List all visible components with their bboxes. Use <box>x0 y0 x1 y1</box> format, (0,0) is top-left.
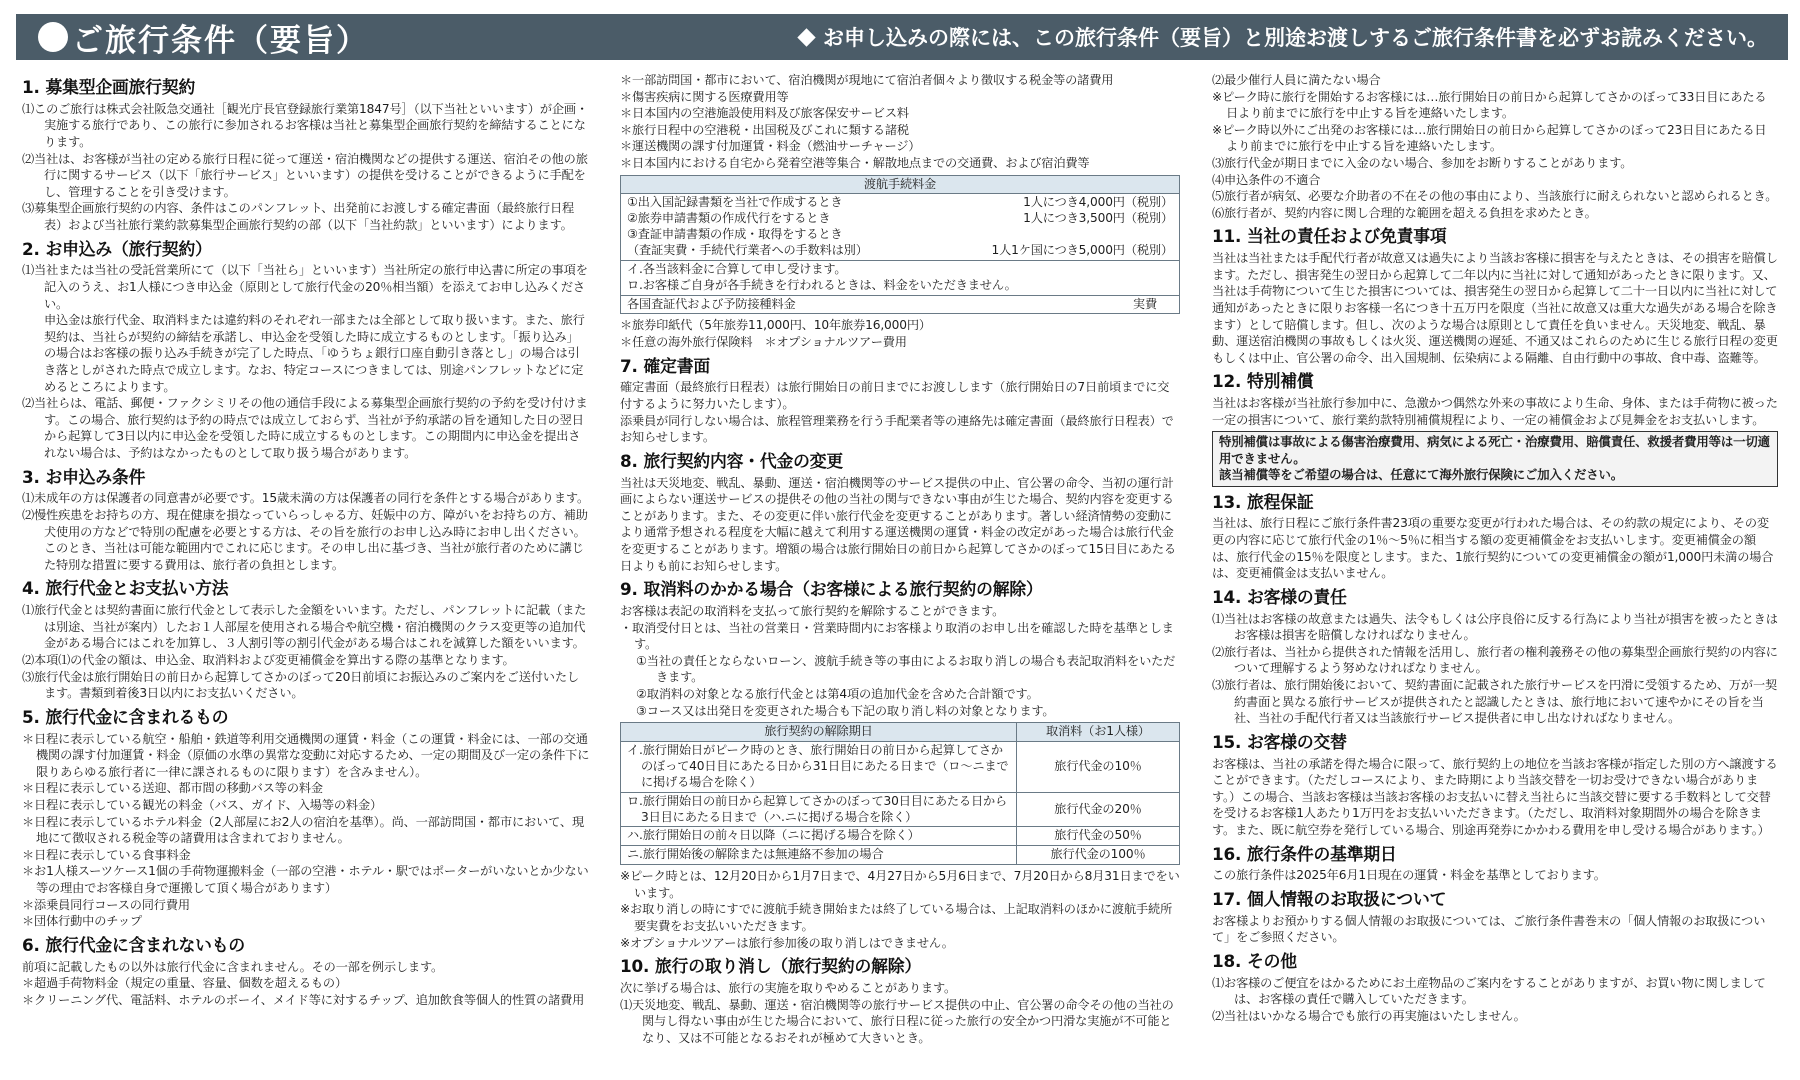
special-compensation-notice-box <box>1212 431 1778 486</box>
section-5-bullet: ＊添乗員同行コースの同行費用 <box>22 897 190 912</box>
cancellation-table-header-fee: 取消料（お1人様） <box>1017 723 1180 742</box>
section-title-17: 17. 個人情報のお取扱について <box>1212 888 1447 909</box>
section-title-18: 18. その他 <box>1212 951 1297 971</box>
section-10-item: ⑹旅行者が、契約内容に関し合理的な範囲を超える負担を求めたとき。 <box>1212 205 1597 220</box>
page-title <box>38 15 369 60</box>
section-4-item: ⑶旅行代金は旅行開始日の前日から起算してさかのぼって20日前頃にお振込みのご案内をご送付いたします。書類到着後3日以内にお支払いください。 <box>22 669 579 701</box>
section-9-note: ※ピーク時とは、12月20日から1月7日まで、4月27日から5月6日まで、7月20日から8月31日までをいいます。 <box>620 869 1180 900</box>
cancellation-period <box>621 792 1017 827</box>
section-6-intro: 前項に記載したもの以外は旅行代金に含まれません。その一部を例示します。 <box>22 959 444 974</box>
cancellation-period-text: ロ.旅行開始日の前日から起算してさかのぼって30日目にあたる日から3日目にあたる日まで（ハ.ニに掲げる場合を除く） <box>627 793 1008 824</box>
column-1 <box>22 72 590 1074</box>
section-title-14: 14. お客様の責任 <box>1212 586 1347 607</box>
section-title-11: 11. 当社の責任および免責事項 <box>1212 226 1447 247</box>
cancellation-table-header-period: 旅行契約の解除期日 <box>621 723 1017 742</box>
section-18-item: ⑵当社はいかなる場合でも旅行の再実施はいたしません。 <box>1212 1009 1526 1024</box>
section-18-item: ⑴お客様のご便宜をはかるためにお土産物品のご案内をすることがありますが、お買い物に関しましては、お客様の責任で購入していただきます。 <box>1212 975 1766 1007</box>
fee-row-label: ②旅券申請書類の作成代行をするとき <box>627 211 831 226</box>
section-10-item: ⑶旅行代金が期日までに入金のない場合、参加をお断りすることがあります。 <box>1212 155 1633 170</box>
section-11-para: 当社は当社または手配代行者が故意又は過失により当該お客様に損害を与えたときは、その損害を賠償します。ただし、損害発生の翌日から起算して二年以内に当社に対して通知があったときに限ります。又、当社は手荷物について生じた損害については、損害発生の翌日から起算して二十一日以内に当社に対して通知があったときに限りお客様一名につき十五万円を限度（当社に故意又は重大な過失がある場合を除きます）として賠償します。但し、次のような場合は原則として責任を負いません。天災地変、戦乱、暴動、運送宿泊機関の事故もしくは火災、運送機関の遅延、不通又はこれらのために生じる旅行日程の変更もしくは中止、官公署の命令、出入国規制、伝染病による隔離、自由行動中の事故、食中毒、盗難等。 <box>1212 251 1778 365</box>
section-10-note: ※ピーク時以外にご出発のお客様には…旅行開始日の前日から起算してさかのぼって23日目にあたる日より前までに旅行を中止する旨を連絡いたします。 <box>1212 122 1767 154</box>
section-title-2: 2. お申込み（旅行契約） <box>22 238 212 259</box>
section-2-item: ⑵当社らは、電話、郵便・ファクシミリその他の通信手段による募集型企画旅行契約の予約を受け付けます。この場合、旅行契約は予約の時点では成立しておらず、当社が予約承諾の旨を通知した日の翌日から起算して3日以内に申込金を受領した時に成立するものとします。この期間内に申込金を提出されない場合は、予約はなかったものとして取り扱う場合があります。 <box>22 396 588 460</box>
section-5-bullet: ＊団体行動中のチップ <box>22 914 143 929</box>
section-6-bullet: ＊傷害疾病に関する医療費用等 <box>620 89 789 104</box>
section-title-6: 6. 旅行代金に含まれないもの <box>22 934 246 955</box>
page-title-text: ご旅行条件（要旨） <box>72 22 369 59</box>
section-5-bullet: ＊お1人様スーツケース1個の手荷物運搬料金（一部の空港・ホテル・駅ではポーターがいないとか少ない等の理由でお客様自身で運搬して頂く場合があります） <box>22 864 589 895</box>
cancellation-period-text: ニ.旅行開始後の解除または無連絡不参加の場合 <box>627 847 884 862</box>
section-10-item: ⑸旅行者が病気、必要な介助者の不在その他の事由により、当該旅行に耐えられないと認められるとき。 <box>1212 189 1778 204</box>
section-title-7: 7. 確定書面 <box>620 355 710 376</box>
section-4-item: ⑴旅行代金とは契約書面に旅行代金として表示した金額をいいます。ただし、パンフレットに記載（または別途、当社が案内）したお１人部屋を使用される場合や航空機・宿泊機関のクラス変更等の追加代金がある場合にはこれを加算し、３人割引等の割引代金がある場合はこれを減算した額をいいます。 <box>22 603 587 651</box>
section-5-bullet: ＊日程に表示している航空・船舶・鉄道等利用交通機関の運賃・料金（この運賃・料金には、一部の交通機関の課す付加運賃・料金（原価の水準の異常な変動に対応するため、一定の期間及び一定の条件下に限りあらゆる旅行者に一律に課されるものに限ります）を含みません）。 <box>22 731 590 779</box>
table-row <box>621 742 1180 793</box>
section-14-item: ⑶旅行者は、旅行開始後において、契約書面に記載された旅行サービスを円滑に受領するため、万が一契約書面と異なる旅行サービスが提供されたと認識したときは、旅行地において速やかにその旨を当社、当社の手配代行者又は当該旅行サービス提供者に申し出なければなりません。 <box>1212 677 1778 726</box>
procedure-fee-rows <box>621 194 1180 260</box>
section-6-bullet: ＊日本国内における自宅から発着空港等集合・解散地点までの交通費、および宿泊費等 <box>620 155 1090 170</box>
cancellation-period-text: イ.旅行開始日がピーク時のとき、旅行開始日の前日から起算してさかのぼって40日目にあたる日から31日目にあたる日まで（ロ～ニまでに掲げる場合を除く） <box>627 743 1009 789</box>
section-14-item: ⑴当社はお客様の故意または過失、法令もしくは公序良俗に反する行為により当社が損害を被ったときはお客様は損害を賠償しなければなりません。 <box>1212 611 1778 643</box>
fee-row-amount: 1人につき4,000円（税別） <box>1023 195 1173 210</box>
section-10-item: ⑵最少催行人員に満たない場合 <box>1212 73 1381 87</box>
section-5-bullet: ＊日程に表示している食事料金 <box>22 847 191 862</box>
header-notice-text: お申し込みの際には、この旅行条件（要旨）と別途お渡しするご旅行条件書を必ずお読みください。 <box>823 26 1768 50</box>
fee-row-amount <box>1165 227 1173 243</box>
fee-row <box>627 211 1173 227</box>
column-2 <box>620 72 1180 1074</box>
cancellation-fee: 旅行代金の10％ <box>1017 742 1180 793</box>
section-title-8: 8. 旅行契約内容・代金の変更 <box>620 450 844 471</box>
section-9-sub: ②取消料の対象となる旅行代金とは第4項の追加代金を含めた合計額です。 <box>636 687 1039 702</box>
header-notice <box>800 22 1768 52</box>
section-10-item: ⑷申込条件の不適合 <box>1212 172 1321 187</box>
diamond-icon <box>797 28 815 46</box>
bullet-circle-icon <box>38 22 68 52</box>
section-title-12: 12. 特別補償 <box>1212 371 1314 392</box>
section-title-1: 1. 募集型企画旅行契約 <box>22 77 196 97</box>
notice-line: 特別補償は事故による傷害治療費用、病気による死亡・治療費用、賠償責任、救援者費用等は一切適用できません。 <box>1219 434 1770 466</box>
section-title-3: 3. お申込み条件 <box>22 466 146 487</box>
notice-line: 該当補償等をご希望の場合は、任意にて海外旅行保険にご加入ください。 <box>1219 467 1623 483</box>
section-10-intro: 次に挙げる場合は、旅行の実施を取りやめることがあります。 <box>620 980 957 995</box>
section-7-para: 添乗員が同行しない場合は、旅程管理業務を行う手配業者等の連絡先は確定書面（最終旅行日程表）でお知らせします。 <box>620 413 1174 445</box>
section-3-item: ⑵慢性疾患をお持ちの方、現在健康を損なっていらっしゃる方、妊娠中の方、障がいをお持ちの方、補助犬使用の方などで特別の配慮を必要とする方は、その旨を旅行のお申し込み時にお申し出ください。このとき、当社は可能な範囲内でこれに応じます。その申し出に基づき、当社が旅行者のために講じた特別な措置に要する費用は、旅行者の負担とします。 <box>22 508 588 572</box>
section-15-para: お客様は、当社の承諾を得た場合に限って、旅行契約上の地位を当該お客様が指定した別の方へ譲渡することができます。（ただしコースにより、また時期により当該交替を一切お受けできない場合があります。）この場合、当該お客様は当該お客様のお支払いに替え当社らに当該交替に要する手数料として交替を受けるお客様1人あたり1万円をお支払いいただきます。（ただし、取消料対象期間外の場合を除きます。また、既に航空券を発行している場合、別途再発券にかかわる費用を申し受ける場合があります。） <box>1212 756 1778 837</box>
section-9-sub: ①当社の責任とならないローン、渡航手続き等の事由によるお取り消しの場合も表記取消料をいただきます。 <box>636 653 1176 685</box>
fee-note: イ.各当該料金に合算して申し受けます。 <box>627 261 847 276</box>
section-5-bullet: ＊日程に表示している送迎、都市間の移動バス等の料金 <box>22 781 323 796</box>
section-5-bullet: ＊日程に表示している観光の料金（バス、ガイド、入場等の料金） <box>22 798 383 812</box>
table-row <box>621 792 1180 827</box>
section-title-10: 10. 旅行の取り消し（旅行契約の解除） <box>620 956 922 977</box>
fee-row-amount: 実費 <box>1132 296 1157 311</box>
section-1-item: ⑴このご旅行は株式会社阪急交通社［観光庁長官登録旅行業第1847号］（以下当社といいます）が企画・実施する旅行であり、この旅行に参加されるお客様は当社と募集型企画旅行契約を締結することになります。 <box>22 101 589 150</box>
fee-row-label: 各国査証代および予防接種料金 <box>627 296 796 311</box>
section-1-item: ⑵当社は、お客様が当社の定める旅行日程に従って運送・宿泊機関などの提供する運送、宿泊その他の旅行に関するサービス（以下「旅行サービス」といいます）の提供を受けることができるように手配をし、管理することを引き受けます。 <box>22 151 588 199</box>
fee-row-label: ①出入国記録書類を当社で作成するとき <box>627 195 843 210</box>
table-row <box>621 827 1180 846</box>
section-10-note: ※ピーク時に旅行を開始するお客様には…旅行開始日の前日から起算してさかのぼって33日目にあたる日より前までに旅行を中止する旨を連絡いたします。 <box>1212 89 1767 121</box>
header-bar <box>16 14 1788 60</box>
section-6-bullet: ＊旅行日程中の空港税・出国税及びこれに類する諸税 <box>620 122 909 137</box>
cancellation-fee: 旅行代金の100％ <box>1017 846 1180 865</box>
section-title-9: 9. 取消料のかかる場合（お客様による旅行契約の解除） <box>620 579 1043 600</box>
section-7-para: 確定書面（最終旅行日程表）は旅行開始日の前日までにお渡しします（旅行開始日の7日前頃までに交付するように努力いたします）。 <box>620 380 1170 412</box>
fee-row <box>627 195 1173 211</box>
cancellation-fee: 旅行代金の20％ <box>1017 792 1180 827</box>
section-10-item: ⑴天災地変、戦乱、暴動、運送・宿泊機関等の旅行サービス提供の中止、官公署の命令その他の当社の関与し得ない事由が生じた場合において、旅行日程に従った旅行の安全かつ円滑な実施が不可能となり、又は不可能となるおそれが極めて大きいとき。 <box>620 997 1174 1045</box>
cancellation-fee-table <box>620 722 1180 865</box>
procedure-fee-visa-row <box>621 295 1180 314</box>
section-title-4: 4. 旅行代金とお支払い方法 <box>22 578 229 599</box>
section-6-bullet: ＊超過手荷物料金（規定の重量、容量、個数を超えるもの） <box>22 976 348 991</box>
section-14-item: ⑵旅行者は、当社から提供された情報を活用し、旅行者の権利義務その他の募集型企画旅行契約の内容について理解するよう努めなければなりません。 <box>1212 644 1778 676</box>
section-9-bullet: ・取消受付日とは、当社の営業日・営業時間内にお客様より取消のお申し出を確認した時を基準とします。 <box>620 620 1174 652</box>
fee-row-label: （査証実費・手続代行業者への手数料は別） <box>627 243 868 257</box>
fee-row <box>627 227 1173 243</box>
section-title-15: 15. お客様の交替 <box>1212 731 1347 752</box>
section-title-5: 5. 旅行代金に含まれるもの <box>22 706 229 727</box>
section-6-bullet: ＊一部訪問国・都市において、宿泊機関が現地にて宿泊者個々より徴収する税金等の諸費用 <box>620 73 1114 87</box>
section-6-bullet: ＊運送機関の課す付加運賃・料金（燃油サーチャージ） <box>620 139 921 154</box>
section-6-after: ＊旅券印紙代（5年旅券11,000円、10年旅券16,000円） <box>620 318 931 333</box>
section-9-note: ※お取り消しの時にすでに渡航手続き開始または終了している場合は、上記取消料のほかに渡航手続所要実費をお支払いいただきます。 <box>620 902 1173 933</box>
fee-row <box>627 243 1173 259</box>
section-6-bullet: ＊日本国内の空港施設使用料及び旅客保安サービス料 <box>620 106 909 121</box>
section-17-para: お客様よりお預かりする個人情報のお取扱については、ご旅行条件書巻末の「個人情報のお取扱について」をご参照ください。 <box>1212 913 1766 945</box>
cancellation-period <box>621 742 1017 793</box>
section-13-para: 当社は、旅行日程にご旅行条件書23項の重要な変更が行われた場合は、その約款の規定により、その変更の内容に応じて旅行代金の1％～5％に相当する額の変更補償金をお支払いします。変更補償金の額は、旅行代金の15％を限度とします。また、1旅行契約についての変更補償金の額が1,000円未満の場合は、変更補償金は支払いません。 <box>1212 516 1774 581</box>
section-6-bullet: ＊クリーニング代、電話料、ホテルのボーイ、メイド等に対するチップ、追加飲食等個人的性質の諸費用 <box>22 992 585 1007</box>
column-3 <box>1212 72 1778 1074</box>
cancellation-period <box>621 827 1017 846</box>
section-4-item: ⑵本項⑴の代金の額は、申込金、取消料および変更補償金を算出する際の基準となります。 <box>22 653 515 667</box>
cancellation-fee: 旅行代金の50％ <box>1017 827 1180 846</box>
fee-row-amount: 1人につき3,500円（税別） <box>1023 211 1173 226</box>
cancellation-period <box>621 846 1017 865</box>
section-1-item: ⑶募集型企画旅行契約の内容、条件はこのパンフレット、出発前にお渡しする確定書面（最終旅行日程表）および当社旅行業約款募集型企画旅行契約の部（以下「当社約款」といいます）によります。 <box>22 201 575 232</box>
cancellation-period-text: ハ.旅行開始日の前々日以降（ニに掲げる場合を除く） <box>627 828 920 843</box>
table-row <box>621 846 1180 865</box>
section-9-note: ※オプショナルツアーは旅行参加後の取り消しはできません。 <box>620 935 954 950</box>
section-9-sub: ③コース又は出発日を変更された場合も下記の取り消し料の対象となります。 <box>636 703 1055 718</box>
section-3-item: ⑴未成年の方は保護者の同意書が必要です。15歳未満の方は保護者の同行を条件とする場合があります。 <box>22 491 589 506</box>
fee-row <box>627 297 1173 313</box>
procedure-fee-table <box>620 175 1180 315</box>
section-title-13: 13. 旅程保証 <box>1212 491 1314 512</box>
fee-note: ロ.お客様ご自身が各手続きを行われるときは、料金をいただきません。 <box>627 277 1017 292</box>
section-12-para: 当社はお客様が当社旅行参加中に、急激かつ偶然な外来の事故により生命、身体、または手荷物に被った一定の損害について、旅行業約款特別補償規程により、一定の補償金および見舞金をお支払いします。 <box>1212 396 1778 427</box>
section-9-intro: お客様は表記の取消料を支払って旅行契約を解除することができます。 <box>620 604 1005 619</box>
fee-row-label: ③査証申請書類の作成・取得をするとき <box>627 227 843 242</box>
section-6-after: ＊任意の海外旅行保険料 ＊オプショナルツアー費用 <box>620 335 907 350</box>
section-16-para: この旅行条件は2025年6月1日現在の運賃・料金を基準としております。 <box>1212 868 1606 883</box>
fee-row-amount: 1人1ケ国につき5,000円（税別） <box>991 243 1173 257</box>
section-2-item-continuation: 申込金は旅行代金、取消料または違約料のそれぞれ一部または全部として取り扱います。また、旅行契約は、当社らが契約の締結を承諾し、申込金を受領した時に成立するものとします。「振り込み」の場合はお客様の振り込み手続きが完了した時点、「ゆうちょ銀行口座自動引き落とし」の場合は引き落としがされた時点で成立します。なお、特定コースにつきましては、別途パンフレットなどに定めるところによります。 <box>44 313 585 394</box>
section-2-item: ⑴当社または当社の受託営業所にて（以下「当社ら」といいます）当社所定の旅行申込書に所定の事項を記入のうえ、お1人様につき申込金（原則として旅行代金の20％相当額）を添えてお申し込みください。 <box>22 263 588 311</box>
procedure-fee-header: 渡航手続料金 <box>621 175 1180 194</box>
section-5-bullet: ＊日程に表示しているホテル料金（2人部屋にお2人の宿泊を基準）。尚、一部訪問国・都市において、現地にて徴収される税金等の諸費用は含まれておりません。 <box>22 814 584 846</box>
section-title-16: 16. 旅行条件の基準期日 <box>1212 843 1397 864</box>
procedure-fee-notes <box>621 260 1180 295</box>
section-8-para: 当社は天災地変、戦乱、暴動、運送・宿泊機関等のサービス提供の中止、官公署の命令、当初の運行計画によらない運送サービスの提供その他の当社の関与できない事由が生じた場合、契約内容を変更することがあります。また、その変更に伴い旅行代金を変更することがあります。著しい経済情勢の変動により通常予想される程度を大幅に越えて利用する運送機関の運賃・料金の改定があった場合は旅行代金を変更することがあります。増額の場合は旅行開始日の前日から起算してさかのぼって15日目にあたる日よりも前にお知らせします。 <box>620 475 1176 573</box>
